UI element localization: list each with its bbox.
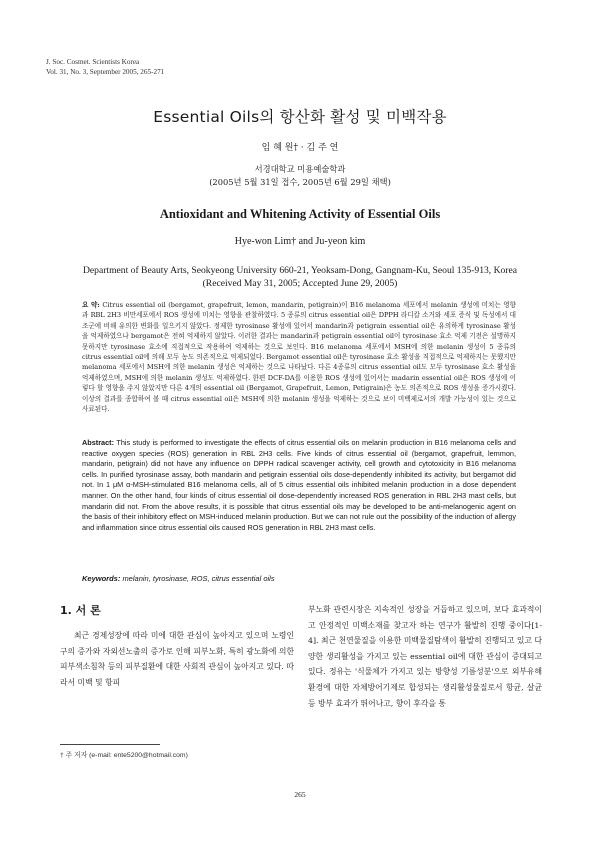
journal-name: J. Soc. Cosmet. Scientists Korea — [46, 58, 140, 66]
footnote-rule — [60, 744, 160, 745]
english-affiliation-dept: Department of Beauty Arts, Seokyeong University 660-21, Yeoksam-Dong, Gangnam-Ku, Seoul 135-913, Korea — [82, 265, 518, 276]
korean-abstract — [82, 300, 516, 414]
korean-affiliation — [0, 163, 600, 189]
journal-header — [46, 57, 164, 77]
section-heading-introduction: 1. 서 론 — [60, 604, 101, 617]
page-number: 265 — [294, 790, 306, 799]
keywords — [82, 574, 516, 583]
english-abstract-label: Abstract: — [82, 438, 115, 447]
english-authors: Hye-won Lim† and Ju-yeon kim — [234, 236, 366, 247]
keywords-text: melanin, tyrosinase, ROS, citrus essential oils — [122, 574, 275, 583]
korean-affiliation-dates: (2005년 5월 31일 접수, 2005년 6월 29일 채택) — [209, 177, 391, 187]
korean-abstract-text: Citrus essential oil (bergamot, grapefruit, lemon, mandarin, petigrain)이 B16 melanoma 세포에서 melanin 생성에 미치는 영향과 RBL 2H3 비만세포에서 ROS 생성에 미치는 영향을 관찰하였다. 5 종류의 citrus essential oil은 DPPH 라디칼 소거와 세포 증식 및 독성에서 대조군에 비해 유의한 변화를 일으키지 않았다. 정제한 tyrosinase 활성에 있어서 mandarin과 petigrain essential oil은 유의하게 tyrosinase 활성을 억제하였으나 bergamot은 전혀 억제하지 않았다. 이러한 결과는 mandarin과 petigrain essential oil이 tyrosinase 효소 억제 기전은 설명하지 못하지만 tyrosinase 효소에 직접적으로 작용하여 억제하는 것으로 보인다. B16 melanoma 세포에서 MSH에 의한 melanin 생성이 5 종류의 citrus essential oil에 의해 모두 농도 의존적으로 억제되었다. Bergamot essential oil은 tyrosinase 효소 활성을 직접적으로 억제하지는 못했지만 melanoma 세포에서 MSH에 의한 melanin 생성은 억제하는 것으로 나타났다. 다른 4종류의 citrus essential oil도 모두 tyrosinase 효소 활성을 억제하였으며, MSH에 의한 melanin 생성도 억제하였다. 한편 DCF-DA를 이용한 ROS 생성에 있어서는 madarin essential oil은 ROS 생성에 이렇다 할 영향을 주지 않았지만 다른 4개의 essential oil (Bergamot, Grapefruit, Lemon, Petigrain)은 농도 의존적으로 ROS 생성을 증가시켰다. 이상의 결과를 종합하여 볼 때 citrus essential oil은 MSH에 의한 melanin 생성을 억제하는 것으로 보이 미백제로서의 개발 가능성이 있는 것으로 사료된다. — [82, 301, 516, 414]
journal-volume: Vol. 31, No. 3, September 2005, 265-271 — [46, 68, 165, 76]
english-abstract-text: This study is performed to investigate the effects of citrus essential oils on melanin production in B16 melanoma cells and reactive oxygen species (ROS) generation in RBL 2H3 cells. Five kinds of citrus essential oil (bergamot, grapefruit, lemmon, mandarin, petigrain) did not have any influence on DPPH radical scavenger activity, cell growth and cytotoxicity in B16 melanoma cells. In purified tyrosinase assay, both mandarin and petigrain essential oils dose-dependently inhibited its activity, but bergamot did not. In 1 μM α-MSH-stimulated B16 melanoma cells, all of 5 citrus essential oils inhibited melanin production in a dose dependent manner. On the other hand, four kinds of citrus essential oil dose-dependently increased ROS generation in RBL 2H3 mast cells, but mandarin did not. From the above results, it is possible that citrus essential oils may be developed to be anti-melanogenic agent on the basis of their inhibitory effect on MSH-induced melanin production. But we can not rule out the possibility of the induction of allergy and inflammation since citrus essential oils caused ROS generation in RBL 2H3 mast cells. — [82, 438, 516, 532]
corresponding-author-footnote: † 주 저자 (e-mail: ente5200@hotmail.com) — [60, 752, 188, 759]
korean-title: Essential Oils의 항산화 활성 및 미백작용 — [153, 108, 447, 126]
introduction-right-column: 부노화 관련시장은 지속적인 성장을 거듭하고 있으며, 보다 효과적이고 안정적인 미백소재를 찾고자 하는 연구가 활발히 진행 중이다[1-4]. 최근 천연물질을 이용한 미백물질탐색이 활발히 진행되고 있고 다양한 생리활성을 가지고 있는 essential oil에 대한 관심이 증대되고 있다. 정유는 '식물체가 가지고 있는 방향성 기름성분'으로 외부유해환경에 대한 자체방어기제로 합성되는 생리활성물질로서 항균, 살균 등 방부 효과가 뛰어나고, 향이 후각을 통 — [308, 605, 542, 708]
english-title: Antioxidant and Whitening Activity of Essential Oils — [159, 207, 441, 221]
english-affiliation — [0, 264, 600, 290]
korean-abstract-label: 요 약: — [82, 301, 100, 309]
korean-authors: 임 혜 원† · 김 주 연 — [261, 143, 339, 153]
keywords-label: Keywords: — [82, 574, 121, 583]
introduction-left-column: 최근 경제성장에 따라 미에 대한 관심이 높아지고 있으며 노령인구의 증가와 자외선노출의 증가로 인해 피부노화, 특히 광노화에 의한 피부색소침착 등의 피부질환에 대한 사회적 관심이 높아지고 있다. 따라서 미백 및 항피 — [60, 631, 294, 687]
english-abstract — [82, 438, 516, 533]
korean-affiliation-dept: 서경대학교 미용예술학과 — [254, 164, 346, 174]
english-affiliation-dates: (Received May 31, 2005; Accepted June 29, 2005) — [202, 278, 398, 289]
